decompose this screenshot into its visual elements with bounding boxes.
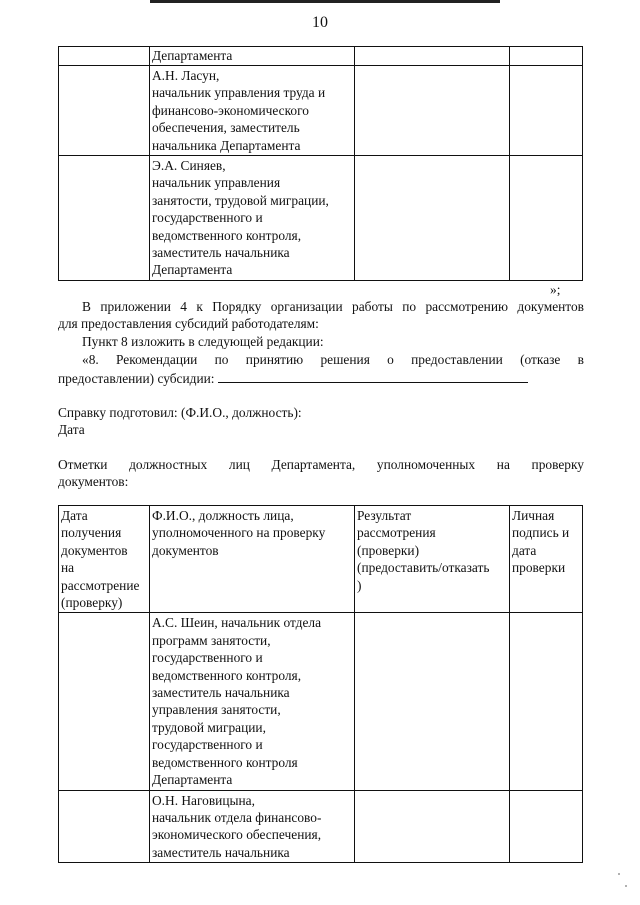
table-row xyxy=(59,156,583,281)
marks-paragraph-cont: документов: xyxy=(58,474,129,489)
paragraph-point-8: Пункт 8 изложить в следующей редакции: xyxy=(82,334,324,349)
paragraph-recommendations: «8. Рекомендации по принятию решения о предоставлении (отказе в xyxy=(82,352,584,367)
table-header-row xyxy=(59,506,583,613)
header-date-received: Дата получения документов на рассмотрение (проверку) xyxy=(59,506,150,613)
closing-quote: »; xyxy=(550,282,561,297)
table-row xyxy=(59,47,583,66)
date-label: Дата xyxy=(58,422,85,437)
paragraph-appendix-4: В приложении 4 к Порядку организации работы по рассмотрению документов xyxy=(82,299,584,314)
table-row xyxy=(59,613,583,790)
officials-table-continued xyxy=(58,46,583,281)
paragraph-recommendations-cont: предоставлении) субсидии: xyxy=(58,368,528,387)
table-row xyxy=(59,790,583,863)
prepared-by-label: Справку подготовил: (Ф.И.О., должность): xyxy=(58,405,302,420)
top-border-line xyxy=(150,0,500,3)
header-signature: Личная подпись и дата проверки xyxy=(510,506,583,613)
official-cell: А.С. Шеин, начальник отдела программ занятости, государственного и ведомственного контроля, заместитель начальника управления занятости, трудовой миграции, государственного и ведомственного контроля Департамента xyxy=(150,613,355,790)
official-cell: Э.А. Синяев, начальник управления занятости, трудовой миграции, государственного и ведомственного контроля, заместитель начальника Департамента xyxy=(150,156,355,281)
scan-speck xyxy=(618,873,620,875)
official-cell: А.Н. Ласун, начальник управления труда и финансово-экономического обеспечения, заместитель начальника Департамента xyxy=(150,66,355,156)
page-number: 10 xyxy=(312,14,328,31)
scan-speck xyxy=(625,885,627,887)
table-row xyxy=(59,66,583,156)
paragraph-appendix-4-cont: для предоставления субсидий работодателям: xyxy=(58,316,319,331)
verification-table xyxy=(58,505,583,863)
official-cell: О.Н. Наговицына, начальник отдела финансово- экономического обеспечения, заместитель начальника xyxy=(150,790,355,863)
blank-fill-line xyxy=(218,368,528,383)
marks-paragraph: Отметки должностных лиц Департамента, уполномоченных на проверку xyxy=(58,457,584,472)
official-cell: Департамента xyxy=(150,47,355,66)
header-official: Ф.И.О., должность лица, уполномоченного на проверку документов xyxy=(150,506,355,613)
header-result: Результат рассмотрения (проверки) (предоставить/отказать ) xyxy=(355,506,510,613)
